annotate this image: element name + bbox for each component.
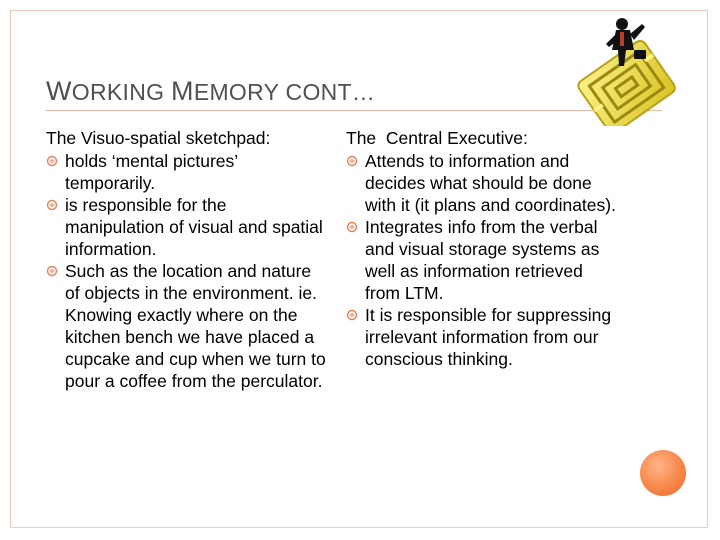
title-w: W	[46, 76, 72, 106]
maze-businessman-icon	[572, 14, 680, 126]
left-column-heading: The Visuo-spatial sketchpad:	[46, 128, 271, 148]
list-item-text: is responsible for the manipulation of visual and spatial information.	[65, 195, 323, 259]
list-item-text: It is responsible for suppressing irrelevant information from our conscious thinking.	[365, 305, 612, 369]
bullet-icon	[45, 151, 59, 171]
list-item-text: Integrates info from the verbal and visual storage systems as well as information retrieved from LTM.	[365, 217, 600, 303]
right-bullet-list	[346, 150, 616, 370]
orange-circle-decoration	[640, 450, 686, 496]
title-divider	[46, 110, 662, 111]
bullet-icon	[345, 151, 359, 171]
right-column	[346, 127, 616, 370]
list-item-text: holds ‘mental pictures’ temporarily.	[65, 151, 238, 193]
list-item	[346, 216, 616, 304]
title-ellipsis: …	[351, 79, 376, 105]
slide-title	[46, 76, 375, 107]
list-item	[346, 150, 616, 216]
list-item	[46, 150, 326, 194]
left-column	[46, 127, 326, 392]
right-column-heading: The Central Executive:	[346, 128, 528, 148]
list-item	[346, 304, 616, 370]
list-item	[46, 194, 326, 260]
left-bullet-list	[46, 150, 326, 392]
bullet-icon	[45, 261, 59, 281]
title-emory: EMORY CONT	[193, 79, 352, 105]
bullet-icon	[45, 195, 59, 215]
list-item-text: Attends to information and decides what should be done with it (it plans and coordinates).	[365, 151, 616, 215]
list-item-text: Such as the location and nature of objects in the environment. ie. Knowing exactly where on the kitchen bench we have placed a cupcake and cup when we turn to pour a coffee from the perculator.	[65, 261, 326, 391]
title-orking: ORKING	[71, 79, 172, 105]
list-item	[46, 260, 326, 392]
title-m: M	[171, 76, 194, 106]
bullet-icon	[345, 305, 359, 325]
bullet-icon	[345, 217, 359, 237]
